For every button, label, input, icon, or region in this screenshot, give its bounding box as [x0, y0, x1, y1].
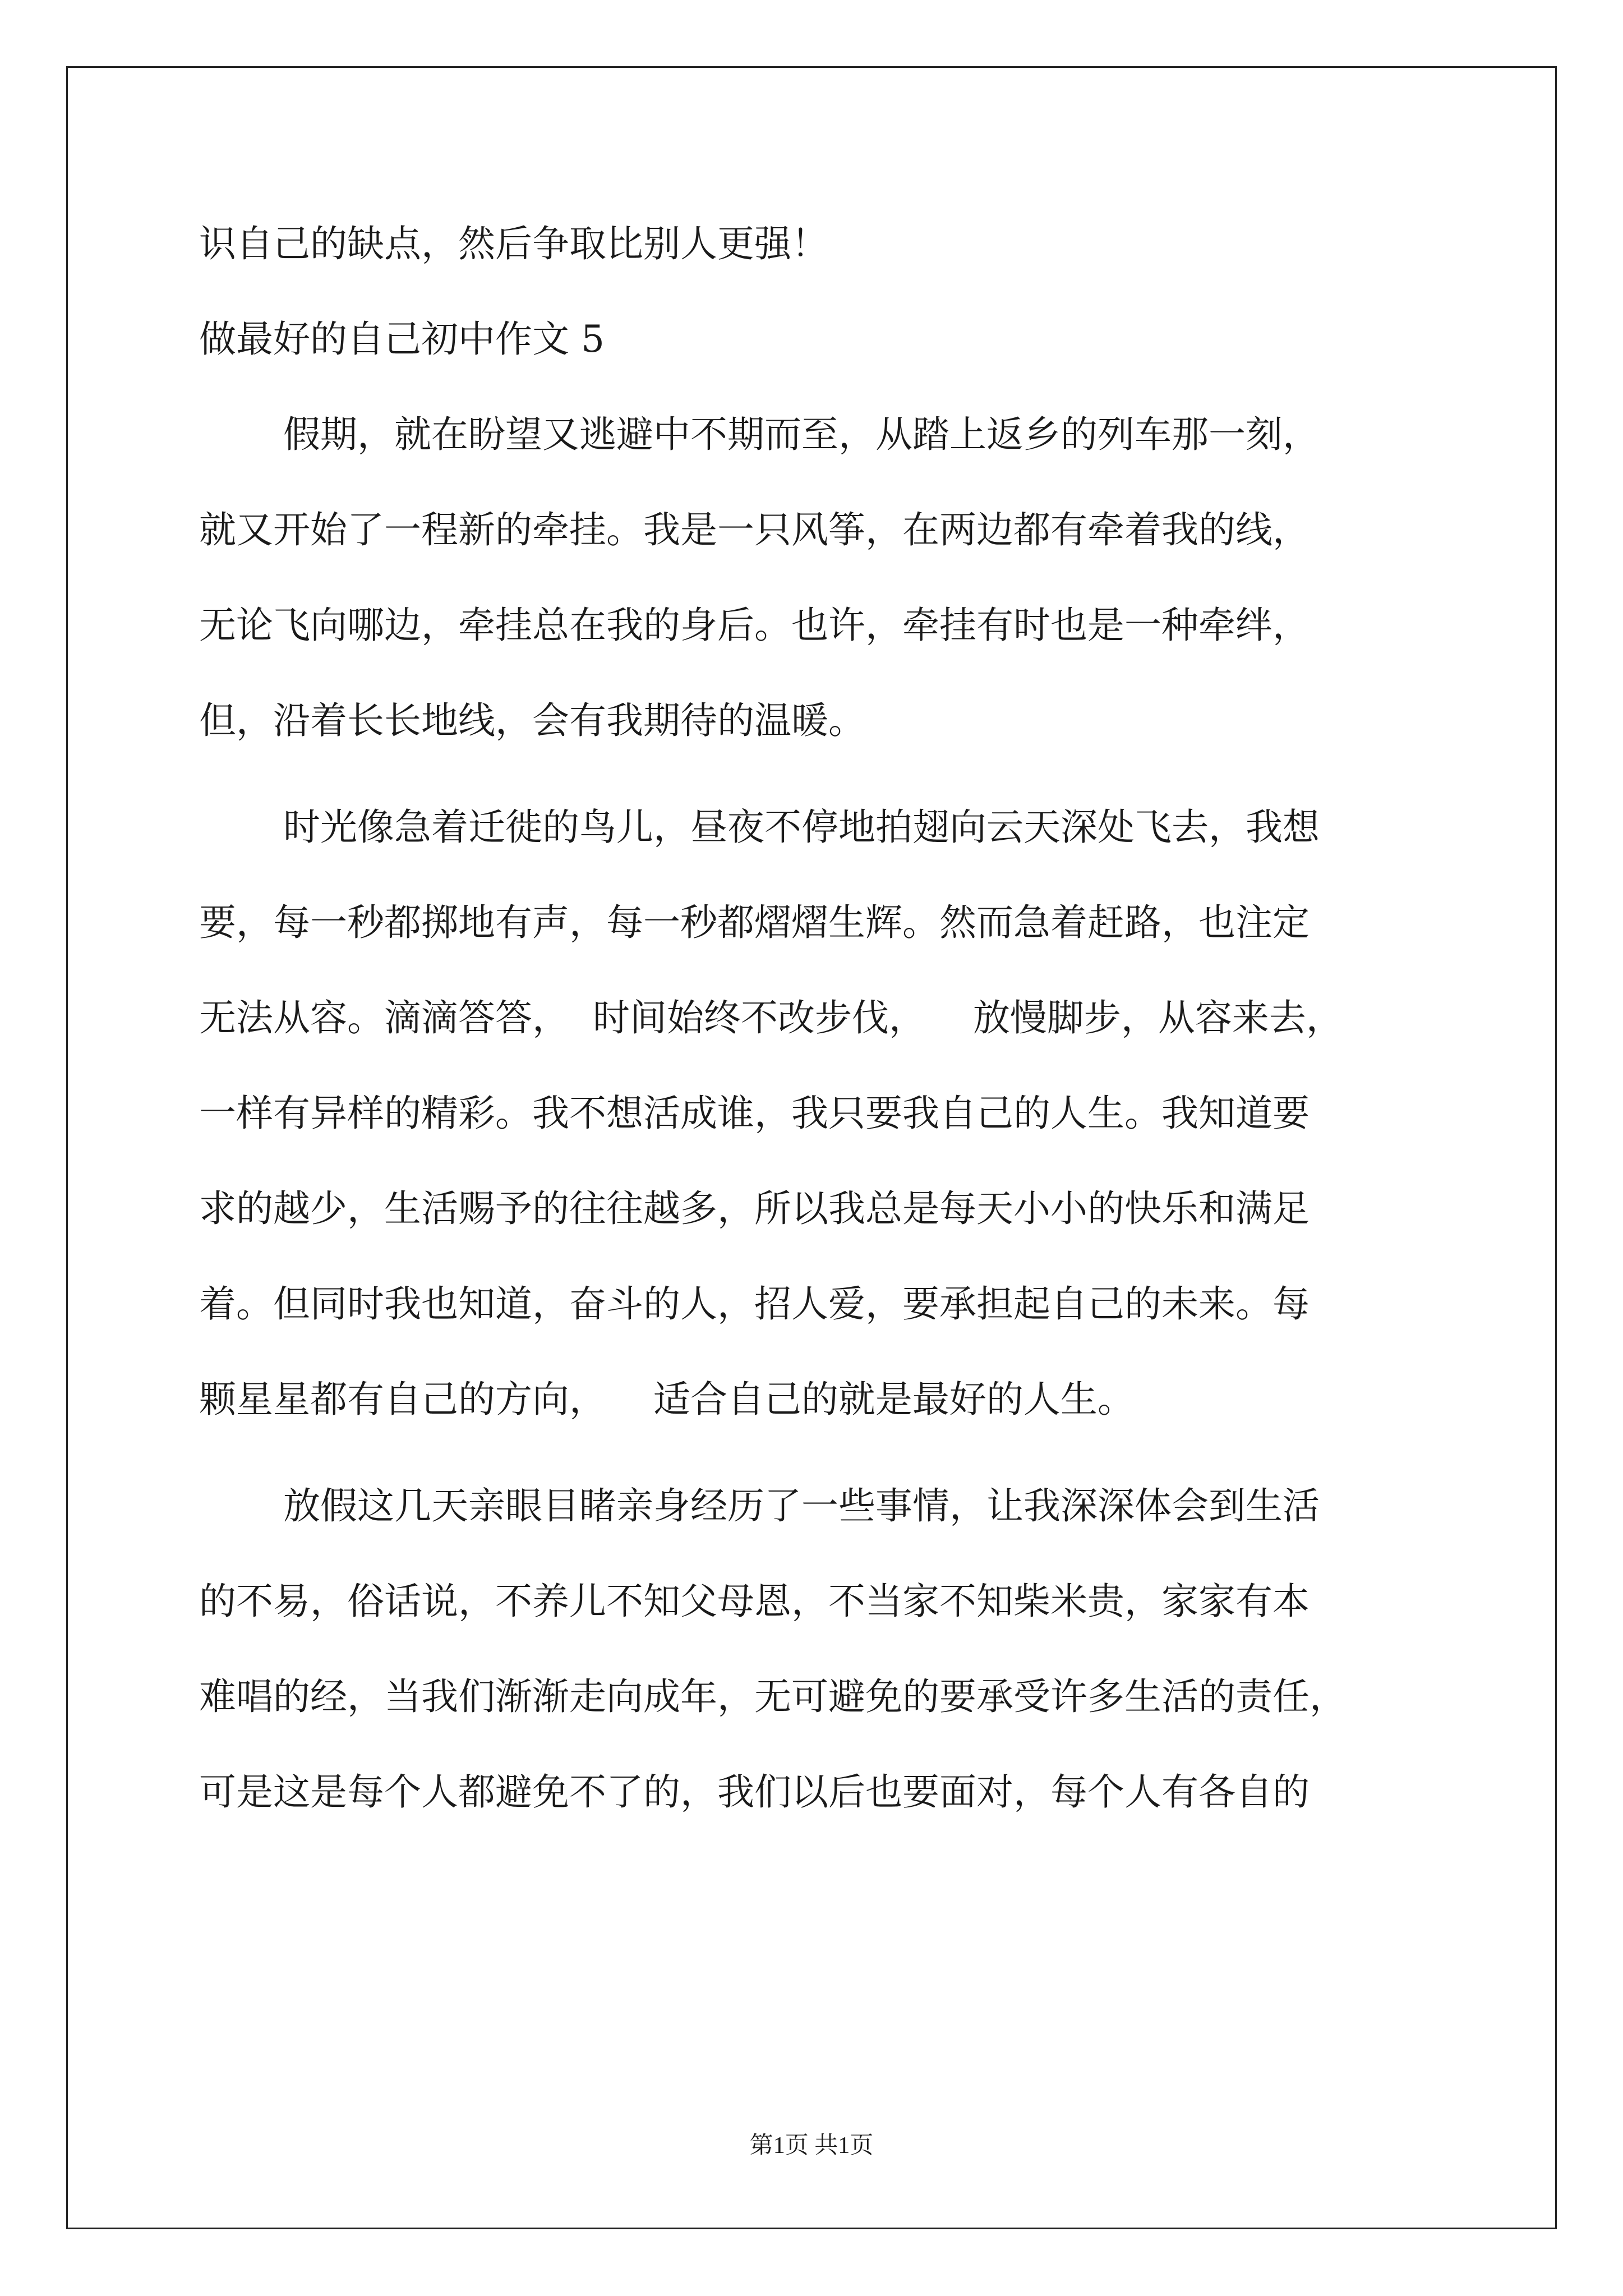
text-line: 的不易，俗话说，不养儿不知父母恩，不当家不知柴米贵，家家有本 — [199, 1580, 1310, 1623]
text-line: 时光像急着迁徙的鸟儿，昼夜不停地拍翅向云天深处飞去，我想 — [283, 806, 1320, 849]
text-line: 要，每一秒都掷地有声，每一秒都熠熠生辉。然而急着赶路，也注定 — [199, 901, 1310, 944]
page-footer: 第1页 共1页 — [749, 2133, 874, 2159]
text-line: 假期，就在盼望又逃避中不期而至，从踏上返乡的列车那一刻， — [283, 413, 1320, 456]
text-line: 一样有异样的精彩。我不想活成谁，我只要我自己的人生。我知道要 — [199, 1092, 1310, 1135]
text-line: 识自己的缺点，然后争取比别人更强！ — [199, 222, 828, 265]
text-line: 可是这是每个人都避免不了的，我们以后也要面对，每个人有各自的 — [199, 1770, 1310, 1814]
text-line: 无法从容。滴滴答答， 时间始终不改步伐， 放慢脚步，从容来去， — [199, 996, 1343, 1039]
text-line: 难唱的经，当我们渐渐走向成年，无可避免的要承受许多生活的责任， — [199, 1675, 1347, 1718]
text-line: 求的越少，生活赐予的往往越多，所以我总是每天小小的快乐和满足 — [199, 1187, 1310, 1230]
text-line: 无论飞向哪边，牵挂总在我的身后。也许，牵挂有时也是一种牵绊， — [199, 604, 1310, 647]
page-border — [66, 66, 1557, 2229]
text-line: 但，沿着长长地线，会有我期待的温暖。 — [199, 699, 865, 742]
section-heading: 做最好的自己初中作文 5 — [199, 318, 605, 361]
text-line: 着。但同时我也知道，奋斗的人，招人爱，要承担起自己的未来。每 — [199, 1282, 1310, 1326]
text-line: 颗星星都有自己的方向， 适合自己的就是最好的人生。 — [199, 1378, 1135, 1421]
text-line: 放假这几天亲眼目睹亲身经历了一些事情，让我深深体会到生活 — [283, 1484, 1320, 1527]
text-line: 就又开始了一程新的牵挂。我是一只风筝，在两边都有牵着我的线， — [199, 508, 1310, 551]
